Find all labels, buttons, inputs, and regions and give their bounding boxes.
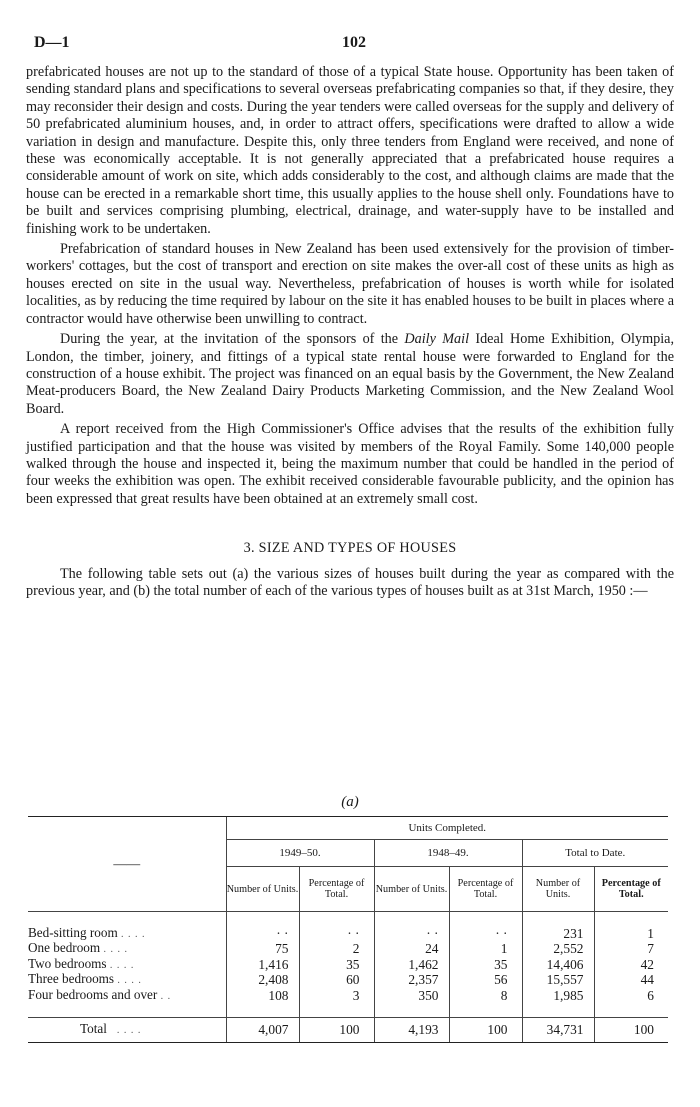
table-cell: 350 <box>374 988 449 1003</box>
table-cell: 231 <box>522 926 594 941</box>
total-row <box>28 1018 668 1043</box>
table-cell: · · <box>449 926 522 941</box>
paragraph-prefabrication-standard: prefabricated houses are not up to the standard of those of a typical State house. Opportunity has been taken of sending standard plans and specifications to several overseas prefabricating companies so that, if they desire, they may reconsider their design and costs. During the year tenders were called overseas for the supply and delivery of 50 prefabricated aluminium houses, and, in order to attract offers, specifications were drafted to allow a wide variation in design and manufacture. Despite this, only three tenders from England were received, and none of these was economically acceptable. It is not generally appreciated that a prefabricated house requires a considerable amount of work on site, which adds considerably to the cost, and although claims are made that the house can be erected in a remarkable short time, this usually applies to the house shell only. Foundations have to be built and services comprising plumbing, electrical, drainage, and water-supply have to be installed and finishing work to be undertaken. <box>26 64 674 237</box>
table-row <box>28 957 668 972</box>
body-text <box>26 64 674 603</box>
column-header: Percentage of Total. <box>449 867 522 912</box>
table-cell: 1,416 <box>226 957 299 972</box>
paragraph-high-commissioner-report: A report received from the High Commissioner's Office advises that the results of the exhibition fully justified participation and that the house was visited by members of the Royal Family. Some 140,000 people walked through the house and inspected it, being the maximum number that could be handled in the period of four weeks the exhibition was open. The exhibit received considerable favourable publicity, and the opinion has been expressed that great results have been obtained at an extremely small cost. <box>26 421 674 507</box>
table-cell: 2,357 <box>374 972 449 987</box>
period-total-to-date: Total to Date. <box>522 840 668 867</box>
table-cell: 4,007 <box>226 1018 299 1043</box>
column-header: Percentage of Total. <box>299 867 374 912</box>
table-row <box>28 988 668 1003</box>
table-cell: 3 <box>299 988 374 1003</box>
table-cell: · · <box>299 926 374 941</box>
table-cell: · · <box>374 926 449 941</box>
table-cell: 24 <box>374 941 449 956</box>
section-intro: The following table sets out (a) the various sizes of houses built during the year as compared with the previous year, and (b) the total number of each of the various types of houses built as at 31st March, 1950 :— <box>26 565 674 599</box>
table-cell: 100 <box>594 1018 668 1043</box>
table-row <box>28 972 668 987</box>
section-heading: 3. SIZE AND TYPES OF HOUSES <box>243 540 457 557</box>
column-header: Number of Units. <box>226 867 299 912</box>
paragraph-ideal-home-exhibition: During the year, at the invitation of the sponsors of the Daily Mail Ideal Home Exhibition, Olympia, London, the timber, joinery, and fittings of a typical state rental house were forwarded to England for the construction of a house exhibit. The project was financed on an equal basis by the Government, the New Zealand Meat-producers Board, the New Zealand Dairy Products Marketing Commission, and the New Zealand Wool Board. <box>26 331 674 417</box>
table-cell: 1,985 <box>522 988 594 1003</box>
row-label: Two bedrooms . . . . <box>28 955 135 971</box>
table-cell: 44 <box>594 972 668 987</box>
table-cell: 100 <box>299 1018 374 1043</box>
table-cell: 1 <box>449 941 522 956</box>
page-number: 102 <box>342 34 366 51</box>
column-header: Number of Units. <box>374 867 449 912</box>
table-cell: 56 <box>449 972 522 987</box>
period-1949-50: 1949–50. <box>226 840 374 867</box>
table-row <box>28 926 668 941</box>
row-label: Three bedrooms . . . . <box>28 971 142 987</box>
table-cell: 100 <box>449 1018 522 1043</box>
table-cell: 108 <box>226 988 299 1003</box>
page-header <box>34 34 674 54</box>
column-header: Percentage of Total. <box>594 867 668 912</box>
group-title: Units Completed. <box>226 817 668 840</box>
table-cell: 2,408 <box>226 972 299 987</box>
period-1948-49: 1948–49. <box>374 840 522 867</box>
row-label: One bedroom . . . . <box>28 940 128 956</box>
table-cell: 35 <box>449 957 522 972</box>
table-row <box>28 941 668 956</box>
row-header-placeholder: —— <box>28 817 226 912</box>
table-cell: 6 <box>594 988 668 1003</box>
table-cell: 8 <box>449 988 522 1003</box>
table-cell: 15,557 <box>522 972 594 987</box>
table-label: (a) <box>341 794 359 810</box>
units-completed-table <box>28 816 668 1043</box>
row-label: Bed-sitting room . . . . <box>28 925 146 940</box>
table-cell: 1,462 <box>374 957 449 972</box>
total-label: Total . . . . <box>28 1018 226 1043</box>
table-cell: · · <box>226 926 299 941</box>
table-cell: 75 <box>226 941 299 956</box>
table-cell: 7 <box>594 941 668 956</box>
daily-mail-title: Daily Mail <box>404 331 470 348</box>
table-cell: 34,731 <box>522 1018 594 1043</box>
table-cell: 35 <box>299 957 374 972</box>
table-cell: 1 <box>594 926 668 941</box>
table-cell: 14,406 <box>522 957 594 972</box>
column-header: Number of Units. <box>522 867 594 912</box>
table-cell: 60 <box>299 972 374 987</box>
table-cell: 2 <box>299 941 374 956</box>
table-cell: 4,193 <box>374 1018 449 1043</box>
paragraph-prefabrication-nz: Prefabrication of standard houses in New Zealand has been used extensively for the provision of timber-workers' cottages, but the cost of transport and erection on site makes the over-all cost of these units as high as houses erected on site in the usual way. Nevertheless, prefabrication of houses is worth while for isolated localities, as by reducing the time required by labour on the site it has enabled houses to be built in places where a contractor would have otherwise been unwilling to contract. <box>26 241 674 327</box>
row-label: Four bedrooms and over . . <box>28 986 172 1002</box>
table-cell: 2,552 <box>522 941 594 956</box>
document-code: D—1 <box>34 34 70 51</box>
table-cell: 42 <box>594 957 668 972</box>
